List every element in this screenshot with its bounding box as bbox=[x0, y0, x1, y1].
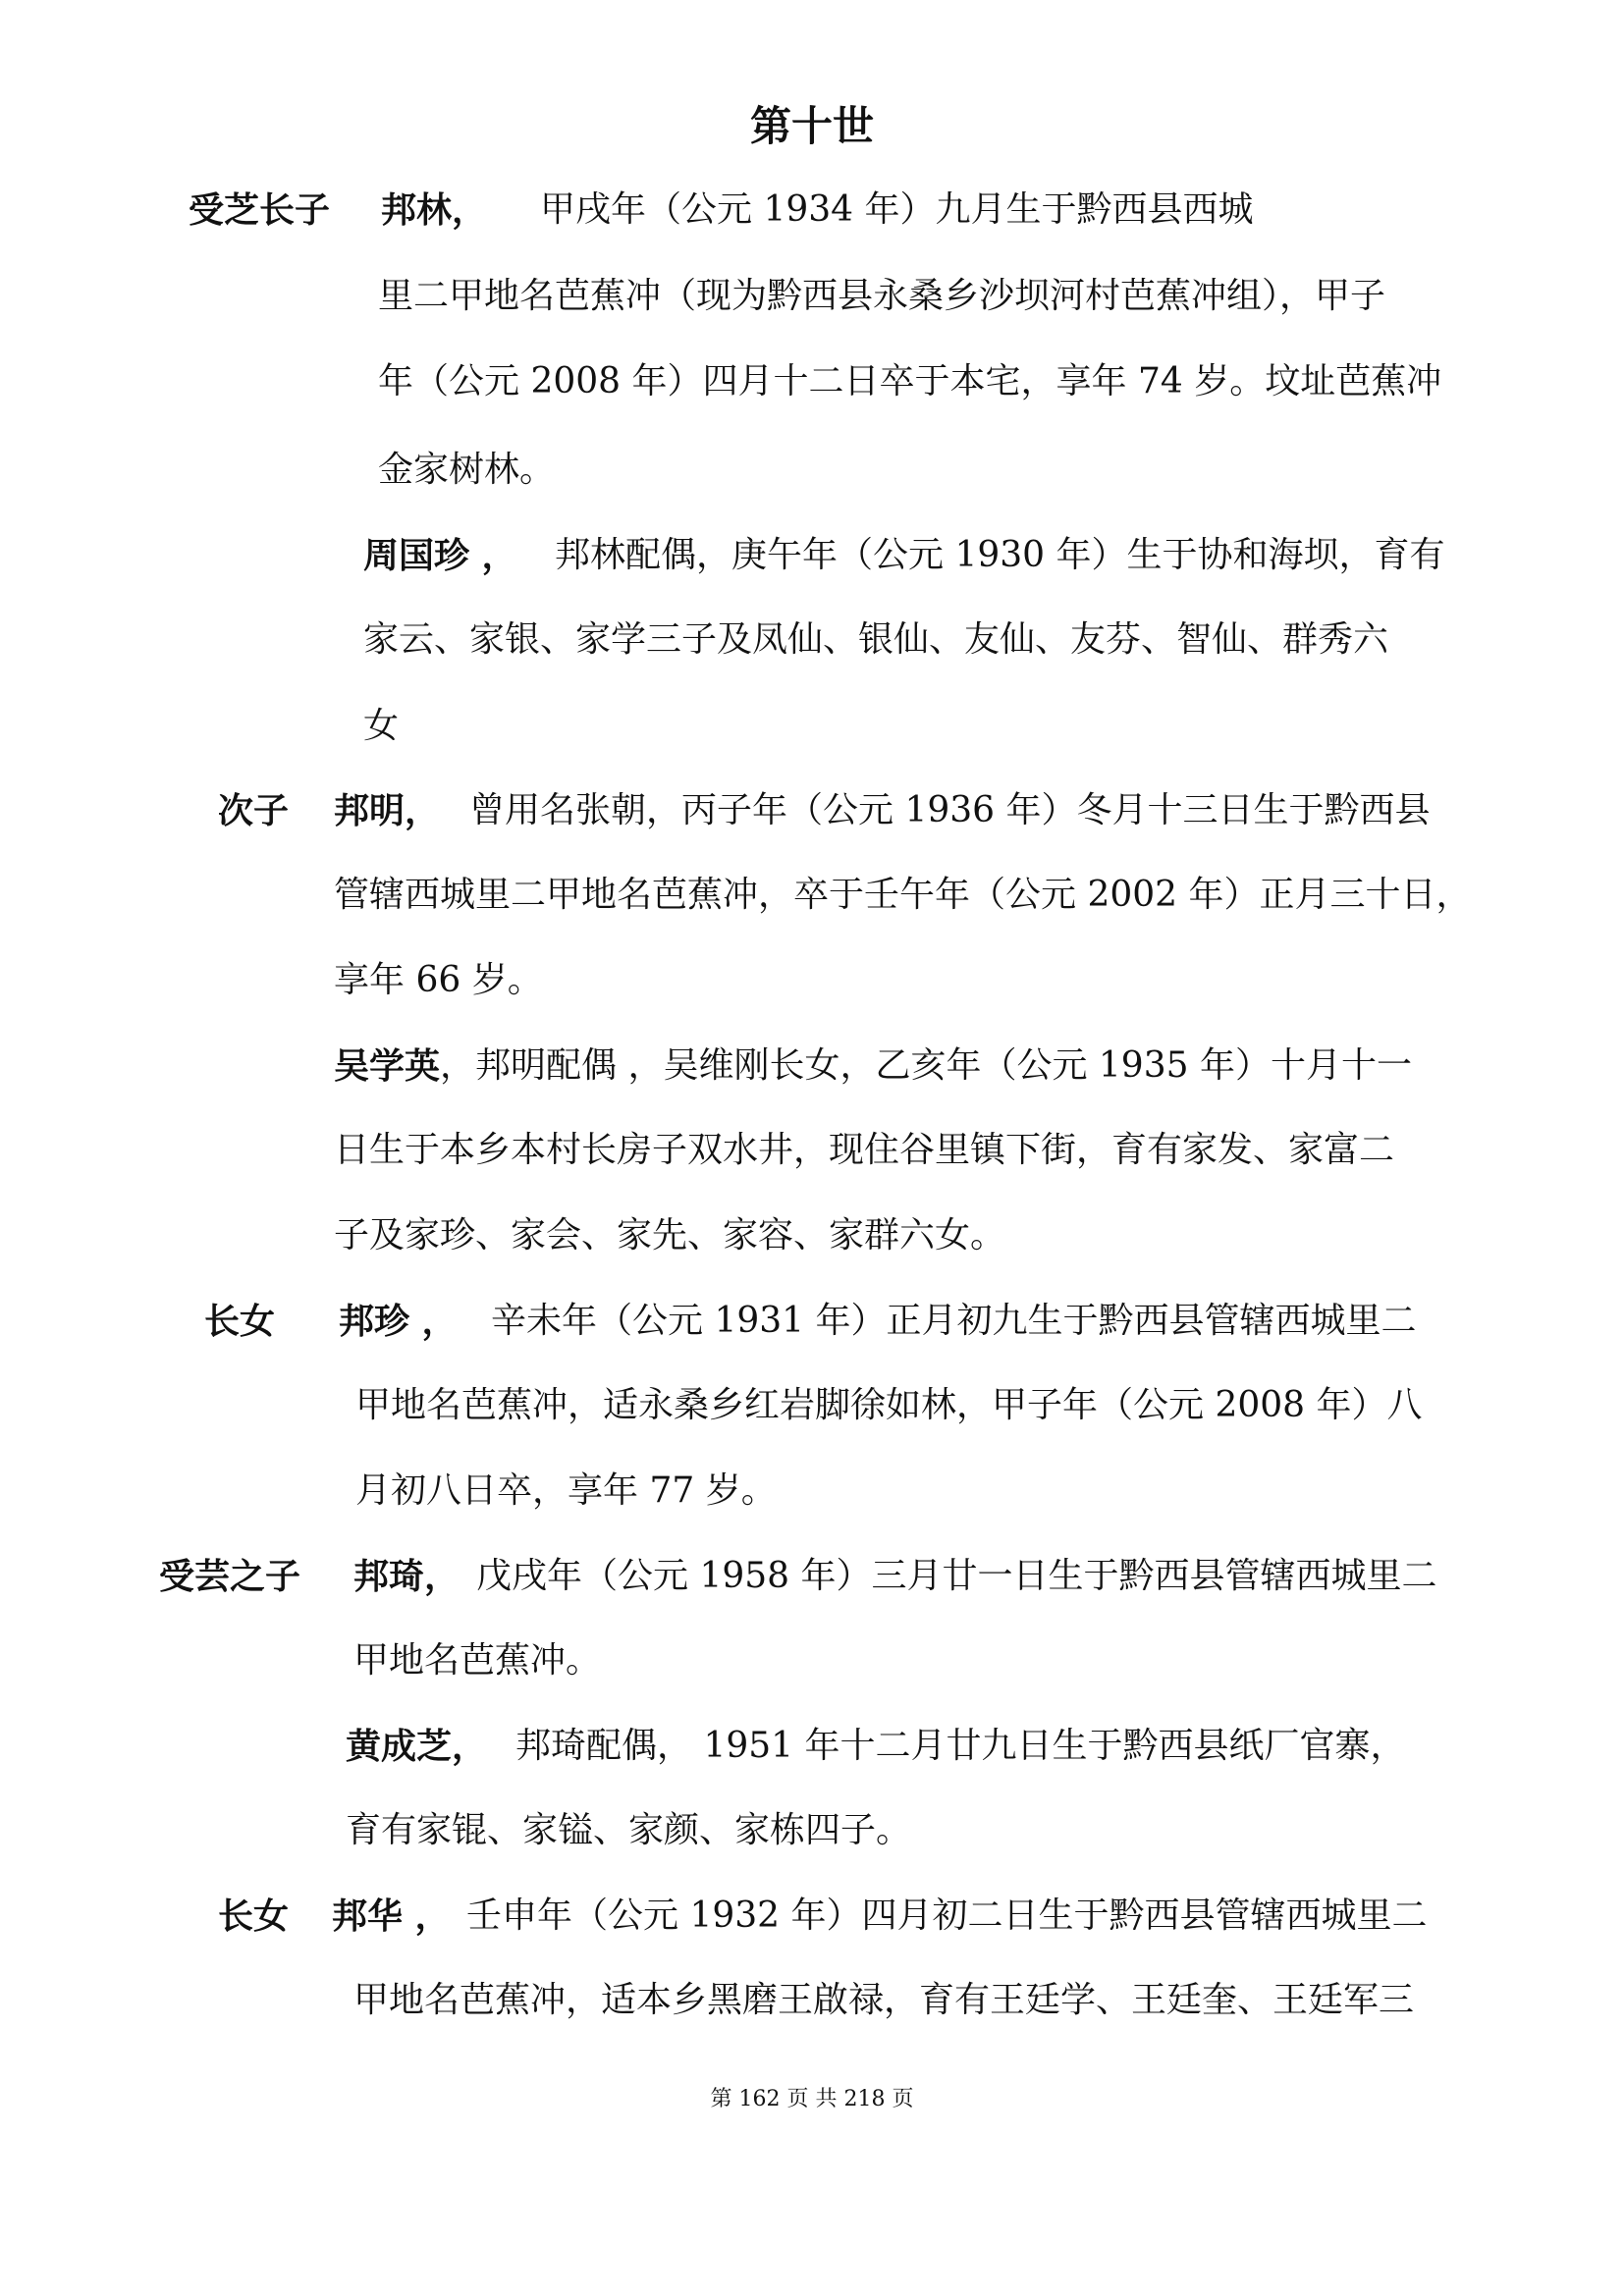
person-name: 邦华 ， bbox=[332, 1896, 451, 1937]
entry-text-line: 甲地名芭蕉冲，适本乡黑磨王啟禄，育有王廷学、王廷奎、王廷军三 bbox=[353, 1980, 1415, 2020]
entry-text-line: 育有家锟、家镒、家颜、家栋四子。 bbox=[346, 1810, 912, 1850]
person-name: 邦琦， bbox=[353, 1556, 460, 1597]
entry-text-line: 年（公元 2008 年）四月十二日卒于本宅，享年 74 岁。坟址芭蕉冲 bbox=[378, 361, 1442, 401]
entry-text-line: 享年 66 岁。 bbox=[334, 960, 543, 1000]
entry-text-line: 辛未年（公元 1931 年）正月初九生于黔西县管辖西城里二 bbox=[491, 1301, 1417, 1341]
entry-text-line: 壬申年（公元 1932 年）四月初二日生于黔西县管辖西城里二 bbox=[466, 1896, 1428, 1936]
entry-text-line: 金家树林。 bbox=[378, 450, 556, 490]
entry-text-line: 日生于本乡本村长房子双水井，现住谷里镇下街，育有家发、家富二 bbox=[334, 1130, 1395, 1170]
relation-label: 受芝长子 bbox=[189, 189, 331, 231]
page-title: 第十世 bbox=[749, 102, 874, 150]
entry-text-line: 邦琦配偶， 1951 年十二月廿九日生于黔西县纸厂官寨， bbox=[515, 1726, 1406, 1766]
entry-text-line: 邦林配偶，庚午年（公元 1930 年）生于协和海坝，育有 bbox=[555, 535, 1445, 575]
person-name: 吴学英 bbox=[334, 1045, 441, 1087]
entry-text-line: 甲地名芭蕉冲，适永桑乡红岩脚徐如林，甲子年（公元 2008 年）八 bbox=[355, 1385, 1423, 1425]
relation-label: 长女 bbox=[218, 1896, 290, 1937]
entry-text-line: 月初八日卒，享年 77 岁。 bbox=[355, 1470, 777, 1511]
entry-text-line: 女 bbox=[363, 706, 400, 746]
relation-label: 长女 bbox=[204, 1301, 276, 1342]
entry-text-line: 家云、家银、家学三子及凤仙、银仙、友仙、友芬、智仙、群秀六 bbox=[363, 619, 1389, 660]
relation-label: 次子 bbox=[218, 790, 290, 831]
relation-label: 受芸之子 bbox=[159, 1556, 301, 1597]
person-name: 周国珍 ， bbox=[363, 535, 517, 576]
entry-text-line: 曾用名张朝，丙子年（公元 1936 年）冬月十三日生于黔西县 bbox=[469, 790, 1431, 830]
page-footer: 第 162 页 共 218 页 bbox=[710, 2087, 914, 2111]
person-name: 黄成芝， bbox=[346, 1726, 488, 1767]
entry-text-line: 戊戌年（公元 1958 年）三月廿一日生于黔西县管辖西城里二 bbox=[476, 1556, 1437, 1596]
entry-text-line: 子及家珍、家会、家先、家容、家群六女。 bbox=[334, 1215, 1006, 1255]
entry-text-line: 甲地名芭蕉冲。 bbox=[353, 1640, 602, 1681]
entry-text-line: 甲戌年（公元 1934 年）九月生于黔西县西城 bbox=[540, 189, 1254, 230]
person-name: 邦明， bbox=[334, 790, 441, 831]
entry-text-line: 里二甲地名芭蕉冲（现为黔西县永桑乡沙坝河村芭蕉冲组），甲子 bbox=[378, 276, 1386, 316]
person-name: 邦林， bbox=[381, 189, 488, 231]
person-name: 邦珍 ， bbox=[339, 1301, 458, 1342]
entry-text-line: ，邦明配偶 ，吴维刚长女，乙亥年（公元 1935 年）十月十一 bbox=[440, 1045, 1412, 1086]
entry-text-line: 管辖西城里二甲地名芭蕉冲，卒于壬午年（公元 2002 年）正月三十日， bbox=[334, 875, 1472, 915]
